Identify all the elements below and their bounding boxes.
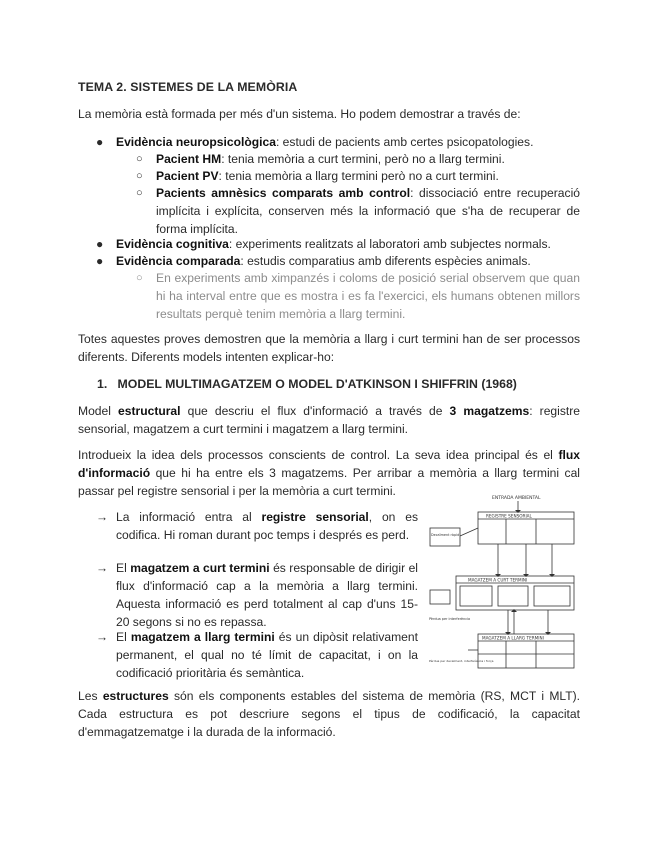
- structures-paragraph: Les estructures són els components estables del sistema de memòria (RS, MCT i MLT). Cada estructura es pot descriure segons el tipus de codificació, la capacitat d'emmagatzematge i la durada de la informació.: [78, 689, 580, 739]
- patient-item: ○ Pacient PV: tenia memòria a llarg termini però no a curt termini.: [136, 169, 499, 183]
- evidence-item: ● Evidència neuropsicològica: estudi de pacients amb certes psicopatologies.: [96, 135, 534, 149]
- bullet-icon: ●: [96, 254, 104, 268]
- diagram-side3-label: Pèrdua per decaïment, interferència i força: [429, 659, 494, 663]
- evidence-item: ● Evidència comparada: estudis comparatius amb diferents espècies animals.: [96, 254, 531, 268]
- comparative-note: ○ En experiments amb ximpanzés i coloms de posició serial observem que quan hi ha interval entre que es mostra i es fa l'exercici, els humans obtenen millors resultats perquè tenim memòria a llarg termini.: [136, 271, 580, 321]
- section-heading: 1. MODEL MULTIMAGATZEM O MODEL D'ATKINSON I SHIFFRIN (1968): [97, 377, 517, 391]
- store-item: → El magatzem a llarg termini és un dipòsit relativament permanent, el qual no té límit de capacitat, i on la codificació prioritària és semàntica.: [96, 630, 418, 680]
- diagram-box1-label: REGISTRE SENSORIAL: [486, 513, 532, 519]
- memory-model-diagram: [428, 492, 584, 676]
- circle-bullet-icon: ○: [136, 272, 143, 284]
- arrow-icon: →: [96, 630, 109, 644]
- patient-item: ○ Pacients amnèsics comparats amb control: dissociació entre recuperació implícita i explícita, conserven més la informació que s'ha de recuperar de forma implícita.: [136, 186, 580, 236]
- page-title: TEMA 2. SISTEMES DE LA MEMÒRIA: [78, 80, 298, 94]
- store-item: → La informació entra al registre sensorial, on es codifica. Hi roman durant poc temps i després es perd.: [96, 510, 418, 542]
- patient-item: ○ Pacient HM: tenia memòria a curt termini, però no a llarg termini.: [136, 152, 505, 166]
- diagram-top-label: ENTRADA AMBIENTAL: [492, 496, 541, 501]
- conclusion-paragraph: Totes aquestes proves demostren que la memòria a llarg i curt termini han de ser processos diferents. Diferents models intenten explicar-ho:: [78, 332, 580, 364]
- circle-bullet-icon: ○: [136, 170, 143, 182]
- diagram-box3-label: MAGATZEM A LLARG TERMINI: [482, 635, 544, 641]
- diagram-box2-label: MAGATZEM A CURT TERMINI: [468, 577, 528, 583]
- arrow-icon: →: [96, 561, 109, 575]
- model-paragraph: Model estructural que descriu el flux d'informació a través de 3 magatzems: registre sensorial, magatzem a curt termini i magatzem a llarg termini.: [78, 404, 580, 436]
- circle-bullet-icon: ○: [136, 153, 143, 165]
- circle-bullet-icon: ○: [136, 187, 143, 199]
- flow-paragraph: Introdueix la idea dels processos conscients de control. La seva idea principal és el flux d'informació que hi ha entre els 3 magatzems. Per arribar a memòria a llarg termini cal passar pel registre sensorial i per la memòria a curt termini.: [78, 448, 580, 498]
- store-item: → El magatzem a curt termini és responsable de dirigir el flux d'informació cap a la memòria a llarg termini. Aquesta informació es perd totalment al cap d'uns 15-20 segons si no es repassa.: [96, 561, 418, 629]
- bullet-icon: ●: [96, 237, 104, 251]
- evidence-item: ● Evidència cognitiva: experiments realitzats al laboratori amb subjectes normals.: [96, 237, 551, 251]
- diagram-side2-label: Pèrdua per interferència: [429, 617, 471, 621]
- bullet-icon: ●: [96, 135, 104, 149]
- intro-paragraph: La memòria està formada per més d'un sistema. Ho podem demostrar a través de:: [78, 107, 521, 121]
- diagram-side1-label: Decaïment ràpid: [431, 533, 460, 537]
- arrow-icon: →: [96, 510, 109, 524]
